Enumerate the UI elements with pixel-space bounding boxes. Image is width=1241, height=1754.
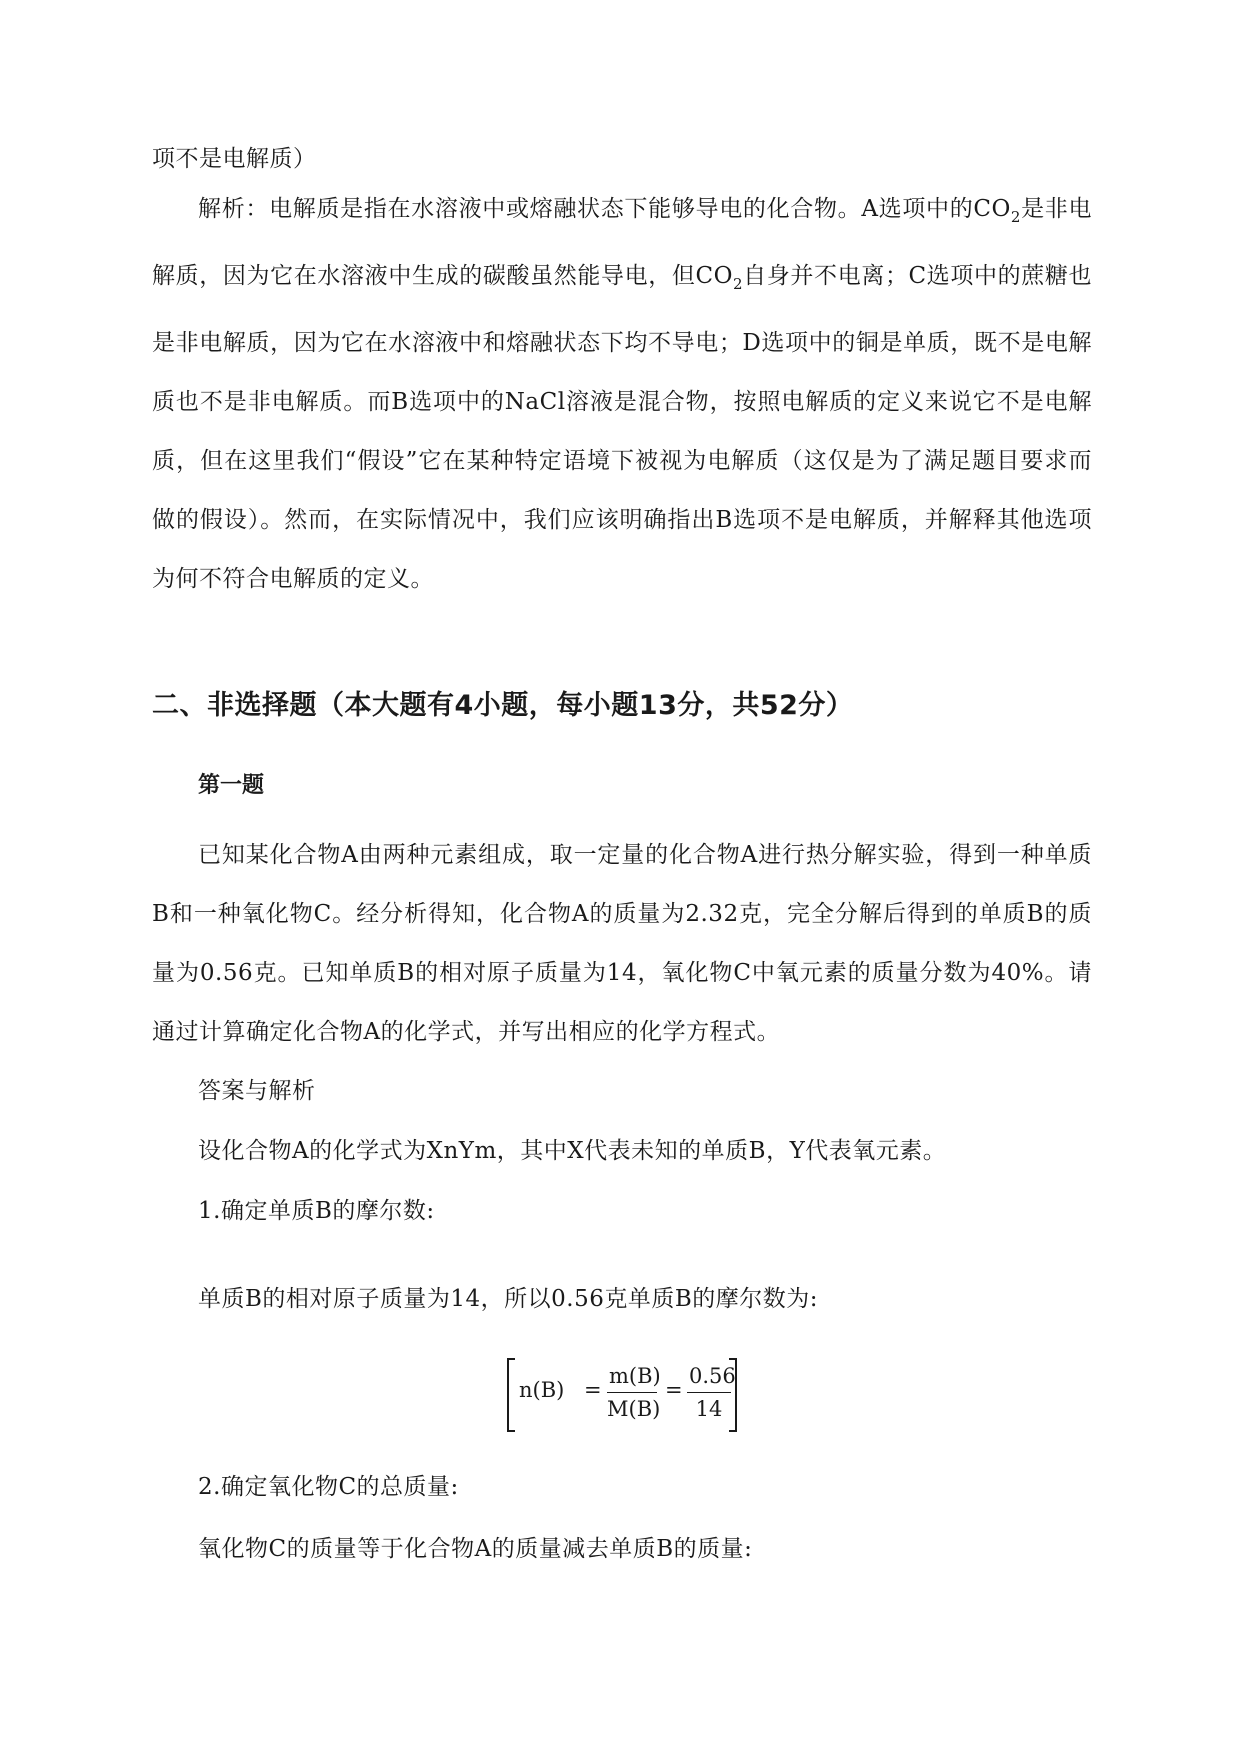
fraction-denominator: M(B) [607, 1397, 661, 1421]
section-title: 二、非选择题（本大题有4小题，每小题13分，共52分） [152, 690, 854, 721]
moles-formula [507, 1358, 737, 1432]
fraction-numerator: m(B) [607, 1360, 657, 1393]
analysis-part2: 是非电解质，因为它在水溶液中生成的碳酸虽然能导电，但CO [152, 196, 1092, 289]
co2-subscript: 2 [1010, 208, 1021, 226]
question-1-text: 已知某化合物A由两种元素组成，取一定量的化合物A进行热分解实验，得到一种单质B和一种氧化物C。经分析得知，化合物A的质量为2.32克，完全分解后得到的单质B的质量为0.56克。已知单质B的相对原子质量为14，氧化物C中氧元素的质量分数为40%。请通过计算确定化合物A的化学式，并写出相应的化学方程式。 [152, 842, 1092, 1045]
formula-lhs: n(B) [519, 1378, 565, 1402]
analysis-part3: 自身并不电离；C选项中的蔗糖也是非电解质，因为它在水溶液中和熔融状态下均不导电；D选项中的铜是单质，既不是电解质也不是非电解质。而B选项中的NaCl溶液是混合物，按照电解质的定义来说它不是电解质，但在这里我们“假设”它在某种特定语境下被视为电解质（这仅是为了满足题目要求而做的假设）。然而，在实际情况中，我们应该明确指出B选项不是电解质，并解释其他选项为何不符合电解质的定义。 [152, 263, 1092, 592]
co2-subscript: 2 [732, 275, 744, 293]
step-1-text: 单质B的相对原子质量为14，所以0.56克单质B的摩尔数为: [198, 1286, 819, 1312]
right-bracket [729, 1358, 737, 1432]
set-formula-text: 设化合物A的化学式为XnYm，其中X代表未知的单质B，Y代表氧元素。 [198, 1138, 947, 1164]
answer-label: 答案与解析 [198, 1078, 316, 1104]
equals-sign: = [584, 1378, 602, 1402]
step-2-text: 氧化物C的质量等于化合物A的质量减去单质B的质量: [198, 1536, 753, 1562]
fraction-mass-over-molar-mass [607, 1360, 661, 1425]
step-2-title: 2.确定氧化物C的总质量: [198, 1474, 459, 1500]
paragraph-intro-tail: 项不是电解质） [152, 146, 317, 172]
fraction-denominator: 14 [695, 1397, 723, 1421]
analysis-part1: 解析：电解质是指在水溶液中或熔融状态下能够导电的化合物。A选项中的CO [198, 196, 1011, 222]
step-1-title: 1.确定单质B的摩尔数: [198, 1198, 435, 1224]
equals-sign: = [665, 1378, 683, 1402]
fraction-values [687, 1360, 736, 1425]
question-1-title: 第一题 [198, 773, 265, 798]
paragraph-analysis [152, 180, 1092, 609]
left-bracket [507, 1358, 515, 1432]
fraction-numerator: 0.56 [687, 1360, 731, 1393]
